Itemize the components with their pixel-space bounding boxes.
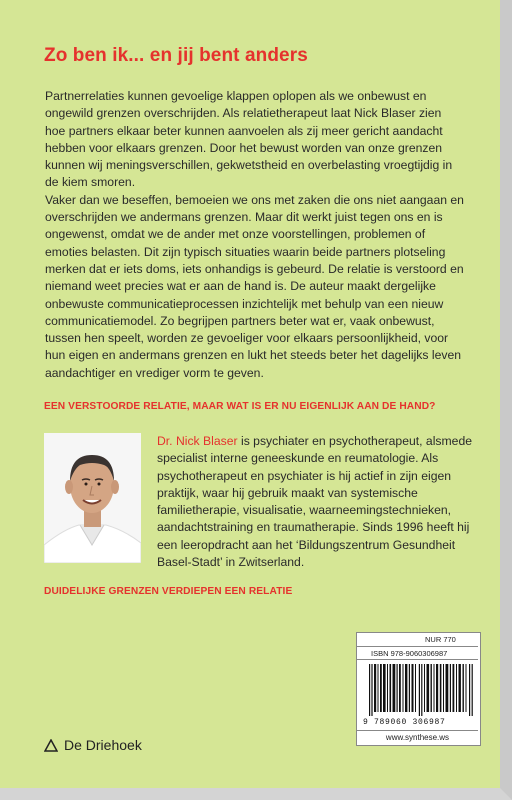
author-photo (44, 433, 141, 563)
isbn-code: ISBN 978-9060306987 (357, 647, 478, 660)
section-heading-question: EEN VERSTOORDE RELATIE, MAAR WAT IS ER NU EIGENLIJK AAN DE HAND? (44, 401, 436, 412)
author-name: Dr. Nick Blaser (157, 434, 238, 448)
author-bio (157, 433, 475, 571)
blurb (45, 88, 465, 382)
nur-code: NUR 770 (357, 633, 478, 647)
barcode-digits: 9 789060 306987 (363, 718, 446, 727)
barcode-panel (356, 632, 481, 746)
author-portrait-image (44, 433, 141, 563)
publisher-name: De Driehoek (64, 737, 142, 753)
blurb-paragraph-1: Partnerrelaties kunnen gevoelige klappen oplopen als we onbewust en ongewild grenzen overschrijden. Als relatietherapeut laat Nick Blaser zien hoe partners elkaar beter kunnen aanvoelen als zij meer gericht aandacht hebben voor elkaars grenzen. Door het bewust worden van onze grenzen kunnen wij meningsverschillen, gekwetstheid en overbelasting vroegtijdig in de kiem smoren. (45, 89, 453, 190)
blurb-paragraph-2: Vaker dan we beseffen, bemoeien we ons met zaken die ons niet aangaan en overschrijden we andermans grenzen. Maar dit werkt juist tegen ons en is ongewenst, omdat we de ander met onze voorstellingen, problemen of emoties belasten. Dit zijn typisch situaties waarin beide partners plotseling merken dat er iets doms, iets onhandigs is gebeurd. De relatie is verstoord en niemand weet precies wat er aan de hand is. De auteur maakt dergelijke onbewuste communicatieprocessen inzichtelijk met behulp van een nieuw communicatiemodel. Zo begrijpen partners beter wat er, vaak onbewust, tussen hen speelt, worden ze gevoeliger voor elkaars persoonlijkheid, voor hun eigen en andermans grenzen en lukt het steeds beter het dagelijks leven aandachtiger en vrediger vorm te geven. (45, 192, 464, 380)
barcode-icon (369, 664, 473, 716)
author-bio-text: is psychiater en psychotherapeut, alsmede specialist interne geneeskunde en reumatologie. Als psychotherapeut en psychiater is hij actief in zijn eigen praktijk, waar hij gebruik maakt van systemische familietherapie, visualisatie, waarneemingstechnieken, aandachtstraining en traumatherapie. Sinds 1996 heeft hij een leeropdracht aan het ‘Bildungszentrum Gesundheit Basel-Stadt’ in Zwitserland. (157, 434, 472, 570)
cover-title: Zo ben ik... en jij bent anders (44, 45, 308, 66)
publisher-logo (44, 737, 142, 753)
section-heading-tagline: DUIDELIJKE GRENZEN VERDIEPEN EEN RELATIE (44, 586, 293, 597)
publisher-url: www.synthese.ws (357, 730, 478, 745)
triangle-icon (44, 739, 58, 752)
